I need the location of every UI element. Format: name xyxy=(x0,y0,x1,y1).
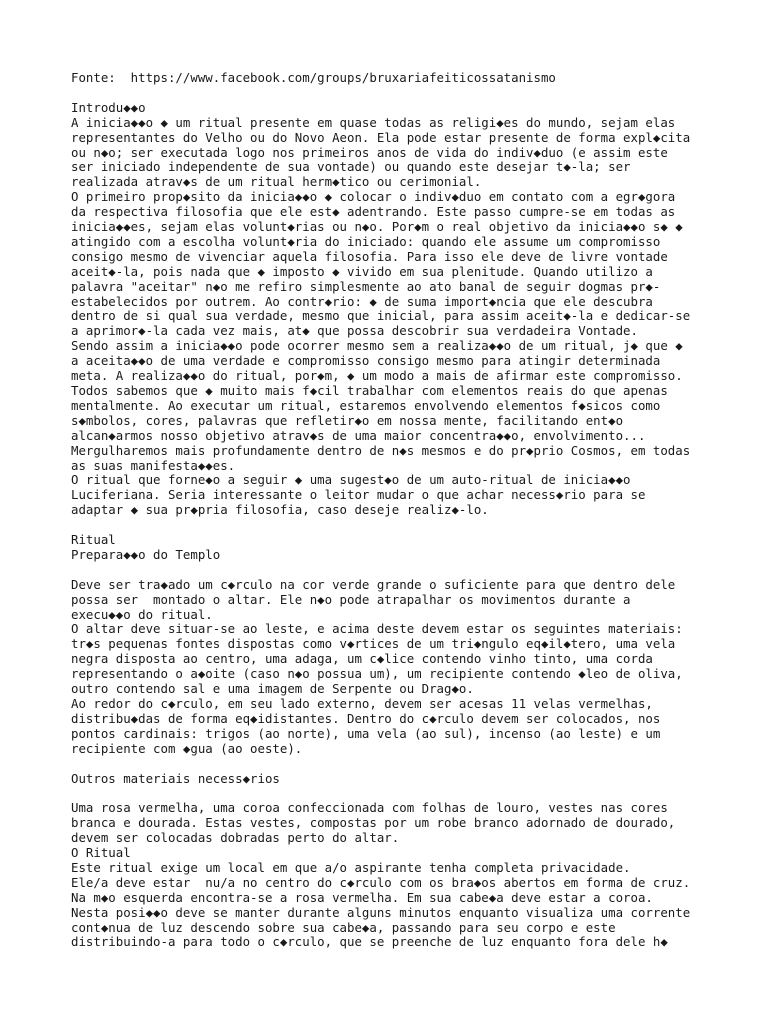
intro-line: A inicia◆◆o ◆ um ritual presente em quase todas as religi◆es do mundo, sejam elas xyxy=(71,114,676,130)
spacer xyxy=(71,86,768,101)
intro-line: mentalmente. Ao executar um ritual, estaremos envolvendo elementos f◆sicos como xyxy=(71,397,661,413)
spacer xyxy=(71,563,768,578)
temple-line: tr◆s pequenas fontes dispostas como v◆rtices de um tri◆ngulo eq◆il◆tero, uma vela xyxy=(71,636,676,652)
temple-line: representando o a◆oite (caso n◆o possua um), um recipiente contendo ◆leo de oliva, xyxy=(71,666,683,682)
temple-line: Ao redor do c◆rculo, em seu lado externo, devem ser acesas 11 velas vermelhas, xyxy=(71,696,653,712)
ritual-heading: Ritual xyxy=(71,532,116,548)
spacer xyxy=(71,518,768,533)
intro-line: realizada atrav◆s de um ritual herm◆tico ou cerimonial. xyxy=(71,174,482,190)
materials-line: O Ritual xyxy=(71,845,131,861)
intro-line: adaptar ◆ sua pr◆pria filosofia, caso deseje realiz◆-lo. xyxy=(71,502,489,518)
intro-line: Sendo assim a inicia◆◆o pode ocorrer mesmo sem a realiza◆◆o de um ritual, j◆ que ◆ xyxy=(71,338,683,354)
intro-line: dentro de si qual sua verdade, mesmo que inicial, para assim aceit◆-la e dedicar-se xyxy=(71,308,691,324)
intro-line: estabelecidos por outrem. Ao contr◆rio: ◆ de suma import◆ncia que ele descubra xyxy=(71,293,653,309)
materials-line: branca e dourada. Estas vestes, compostas por um robe branco adornado de dourado, xyxy=(71,815,676,831)
intro-line: alcan◆armos nosso objetivo atrav◆s de uma maior concentra◆◆o, envolvimento... xyxy=(71,427,646,443)
intro-line: as suas manifesta◆◆es. xyxy=(71,457,236,473)
temple-line: negra disposta ao centro, uma adaga, um c◆lice contendo vinho tinto, uma corda xyxy=(71,651,653,667)
intro-line: ser iniciado independente de sua vontade) ou quando este desejar t◆-la; ser xyxy=(71,159,631,175)
intro-line: aceit◆-la, pois nada que ◆ imposto ◆ vivido em sua plenitude. Quando utilizo a xyxy=(71,263,653,279)
materials-line: distribuindo-a para todo o c◆rculo, que se preenche de luz enquanto fora dele h◆ xyxy=(71,934,668,950)
intro-line: ou n◆o; ser executada logo nos primeiros anos de vida do indiv◆duo (e assim este xyxy=(71,144,668,160)
intro-line: Luciferiana. Seria interessante o leitor mudar o que achar necess◆rio para se xyxy=(71,487,646,503)
spacer xyxy=(71,786,768,801)
intro-line: Todos sabemos que ◆ muito mais f◆cil trabalhar com elementos reais do que apenas xyxy=(71,383,668,399)
materials-heading: Outros materiais necess◆rios xyxy=(71,770,280,786)
temple-line: O altar deve situar-se ao leste, e acima deste devem estar os seguintes materiais: xyxy=(71,621,683,637)
intro-line: a aprimor◆-la cada vez mais, at◆ que possa descobrir sua verdadeira Vontade. xyxy=(71,323,638,339)
temple-line: outro contendo sal e uma imagem de Serpente ou Drag◆o. xyxy=(71,681,474,697)
materials-line: Na m◆o esquerda encontra-se a rosa vermelha. Em sua cabe◆a deve estar a coroa. xyxy=(71,889,653,905)
temple-line: execu◆◆o do ritual. xyxy=(71,606,213,622)
temple-line: pontos cardinais: trigos (ao norte), uma vela (ao sul), incenso (ao leste) e um xyxy=(71,725,661,741)
intro-line: O primeiro prop◆sito da inicia◆◆o ◆ colocar o indiv◆duo em contato com a egr◆gora xyxy=(71,189,676,205)
materials-line: Nesta posi◆◆o deve se manter durante alguns minutos enquanto visualiza uma corrente xyxy=(71,904,691,920)
temple-preparation-text xyxy=(71,578,768,757)
temple-preparation-heading: Prepara◆◆o do Templo xyxy=(71,546,221,562)
intro-line: consigo mesmo de vivenciar aquela filosofia. Para isso ele deve de livre vontade xyxy=(71,248,668,264)
temple-line: possa ser montado o altar. Ele n◆o pode atrapalhar os movimentos durante a xyxy=(71,591,631,607)
temple-line: recipiente com ◆gua (ao oeste). xyxy=(71,740,303,756)
intro-line: a aceita◆◆o de uma verdade e compromisso consigo mesmo para atingir determinada xyxy=(71,353,661,369)
intro-heading: Introdu◆◆o xyxy=(71,99,146,115)
spacer xyxy=(71,757,768,772)
temple-line: Deve ser tra◆ado um c◆rculo na cor verde grande o suficiente para que dentro dele xyxy=(71,576,676,592)
intro-line: s◆mbolos, cores, palavras que refletir◆o em nossa mente, facilitando ent◆o xyxy=(71,412,624,428)
materials-line: Ele/a deve estar nu/a no centro do c◆rculo com os bra◆os abertos em forma de cruz. xyxy=(71,874,691,890)
temple-line: distribu◆das de forma eq◆idistantes. Dentro do c◆rculo devem ser colocados, nos xyxy=(71,710,661,726)
materials-line: Uma rosa vermelha, uma coroa confeccionada com folhas de louro, vestes nas cores xyxy=(71,800,668,816)
intro-text xyxy=(71,116,768,518)
intro-line: inicia◆◆es, sejam elas volunt◆rias ou n◆o. Por◆m o real objetivo da inicia◆◆o s◆ ◆ xyxy=(71,219,683,235)
intro-line: representantes do Velho ou do Novo Aeon. Ela pode estar presente de forma expl◆cita xyxy=(71,129,691,145)
source-line: Fonte: https://www.facebook.com/groups/bruxariafeiticossatanismo xyxy=(71,70,556,85)
intro-line: da respectiva filosofia que ele est◆ adentrando. Este passo cumpre-se em todas as xyxy=(71,204,676,220)
intro-line: meta. A realiza◆◆o do ritual, por◆m, ◆ um modo a mais de afirmar este compromisso. xyxy=(71,368,683,384)
materials-line: Este ritual exige um local em que a/o aspirante tenha completa privacidade. xyxy=(71,859,631,875)
intro-line: palavra "aceitar" n◆o me refiro simplesmente ao ato banal de seguir dogmas pr◆- xyxy=(71,278,661,294)
intro-line: O ritual que forne◆o a seguir ◆ uma sugest◆o de um auto-ritual de inicia◆◆o xyxy=(71,472,631,488)
materials-line: cont◆nua de luz descendo sobre sua cabe◆a, passando para seu corpo e este xyxy=(71,919,616,935)
materials-line: devem ser colocadas dobradas perto do altar. xyxy=(71,830,400,846)
materials-text xyxy=(71,801,768,950)
intro-line: atingido com a escolha volunt◆ria do iniciado: quando ele assume um compromisso xyxy=(71,233,661,249)
intro-line: Mergulharemos mais profundamente dentro de n◆s mesmos e do pr◆prio Cosmos, em todas xyxy=(71,442,691,458)
